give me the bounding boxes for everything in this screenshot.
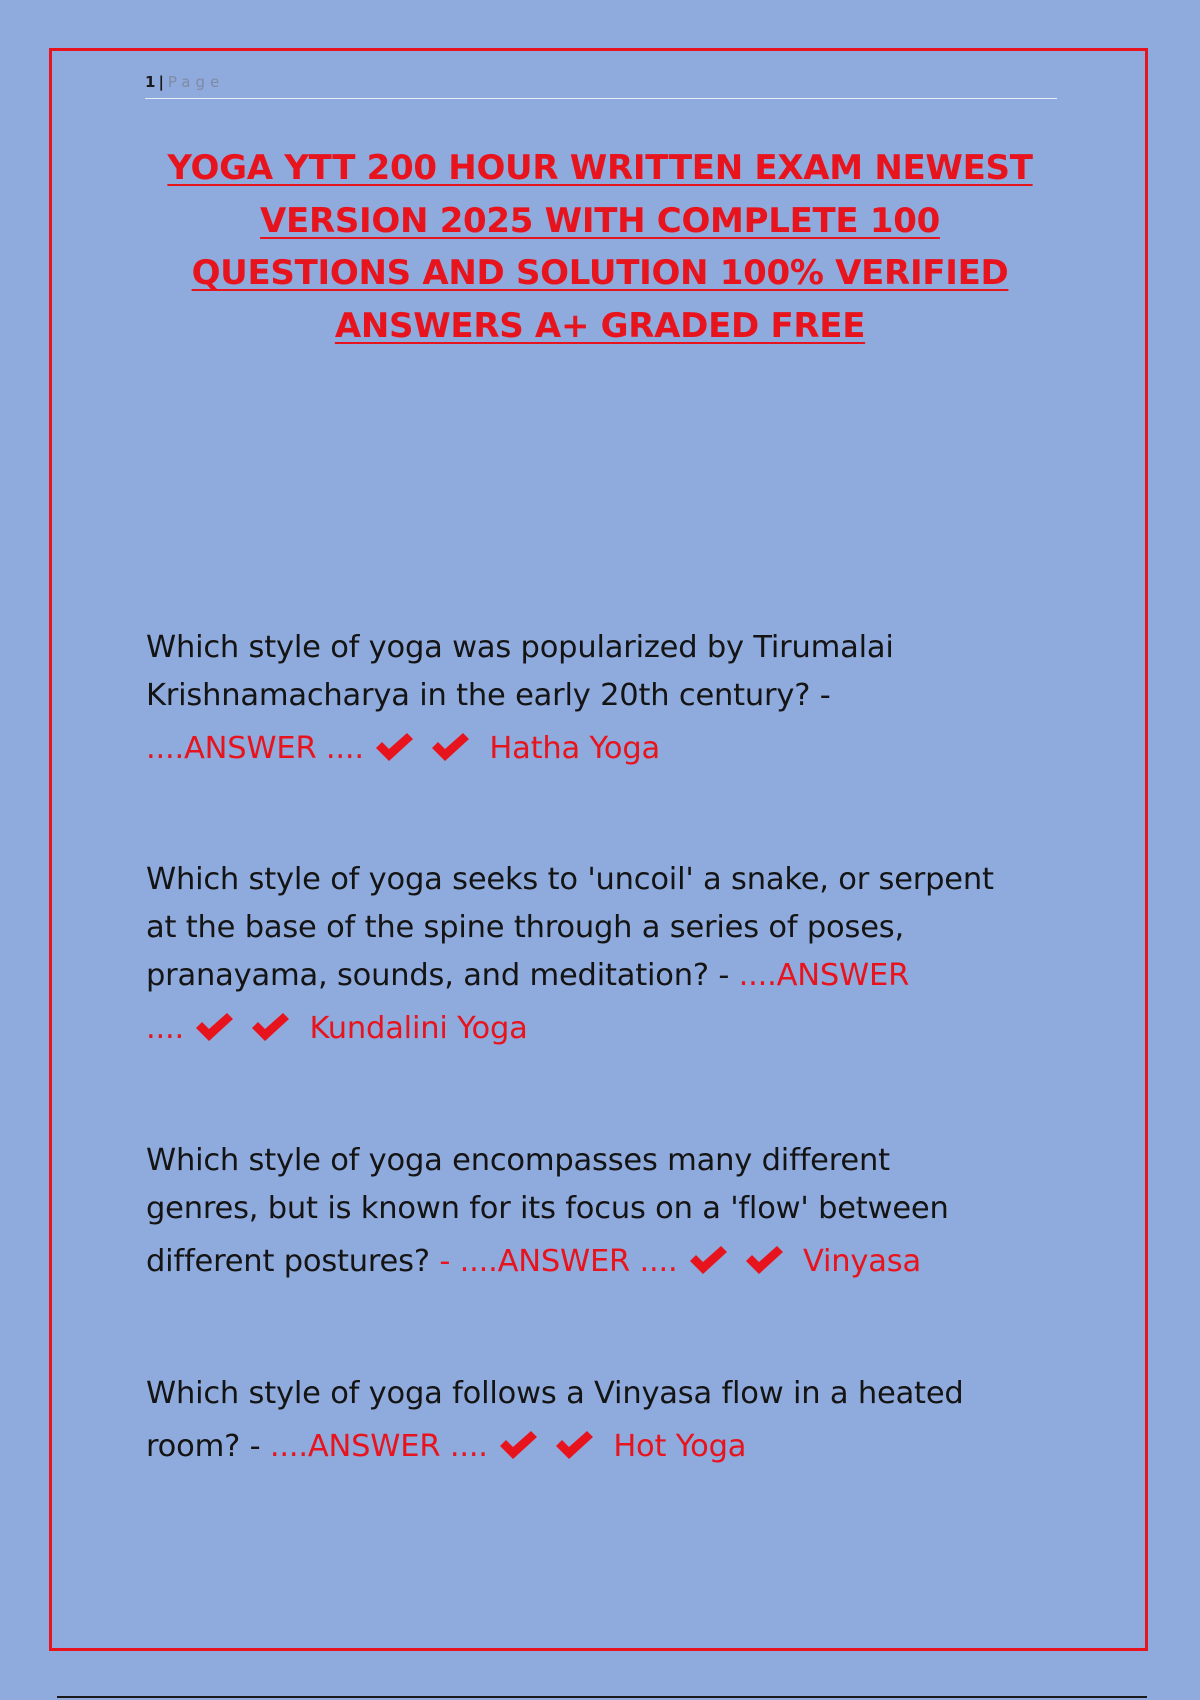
question-block-2 [146, 856, 1056, 1058]
question-text: at the base of the spine through a series of poses, [146, 910, 904, 945]
footer-rule [57, 1696, 1147, 1698]
question-text: Which style of yoga encompasses many different [146, 1143, 890, 1178]
question-text-part: pranayama, sounds, and meditation? - [146, 958, 739, 993]
question-text [146, 952, 1056, 1000]
answer-text: Kundalini Yoga [309, 1011, 528, 1046]
answer-line [146, 1000, 1056, 1058]
title-line: VERSION 2025 WITH COMPLETE 100 [260, 200, 940, 241]
question-block-4 [146, 1370, 1056, 1476]
answer-line [146, 1418, 1056, 1476]
title-line: ANSWERS A+ GRADED FREE [334, 305, 866, 346]
checkmark-icon [687, 1243, 729, 1277]
question-text: Which style of yoga seeks to 'uncoil' a snake, or serpent [146, 862, 994, 897]
answer-marker: ....ANSWER .... [269, 1429, 488, 1464]
answer-line [146, 720, 1056, 778]
question-text-part: room? - [146, 1429, 270, 1464]
page-number: 1 [145, 73, 156, 91]
checkmark-icon [743, 1243, 785, 1277]
question-text: Which style of yoga follows a Vinyasa flow in a heated [146, 1376, 964, 1411]
question-text-part: different postures? [146, 1244, 440, 1279]
answer-text: Hot Yoga [613, 1429, 747, 1464]
question-block-1 [146, 624, 1056, 778]
checkmark-icon [373, 730, 415, 764]
answer-marker: ....ANSWER .... [146, 731, 364, 766]
page-label: Page [167, 73, 225, 91]
answer-text: Hatha Yoga [489, 731, 661, 766]
question-block-3 [146, 1137, 1056, 1291]
question-text: Krishnamacharya in the early 20th century? - [146, 678, 831, 713]
checkmark-icon [497, 1428, 539, 1462]
answer-marker: ....ANSWER [738, 958, 910, 993]
document-title [130, 142, 1070, 352]
answer-text: Vinyasa [803, 1244, 921, 1279]
checkmark-icon [193, 1010, 235, 1044]
title-line: QUESTIONS AND SOLUTION 100% VERIFIED [191, 253, 1009, 293]
page-separator: | [158, 73, 164, 91]
title-line: YOGA YTT 200 HOUR WRITTEN EXAM NEWEST [167, 148, 1033, 188]
checkmark-icon [429, 730, 471, 764]
answer-marker: .... [146, 1011, 184, 1046]
question-text: Which style of yoga was popularized by Tirumalai [146, 630, 894, 665]
answer-marker: - ....ANSWER .... [439, 1244, 678, 1279]
answer-line [146, 1233, 1056, 1291]
checkmark-icon [553, 1428, 595, 1462]
question-text: genres, but is known for its focus on a 'flow' between [146, 1191, 949, 1226]
page-header [145, 70, 1057, 99]
checkmark-icon [249, 1010, 291, 1044]
